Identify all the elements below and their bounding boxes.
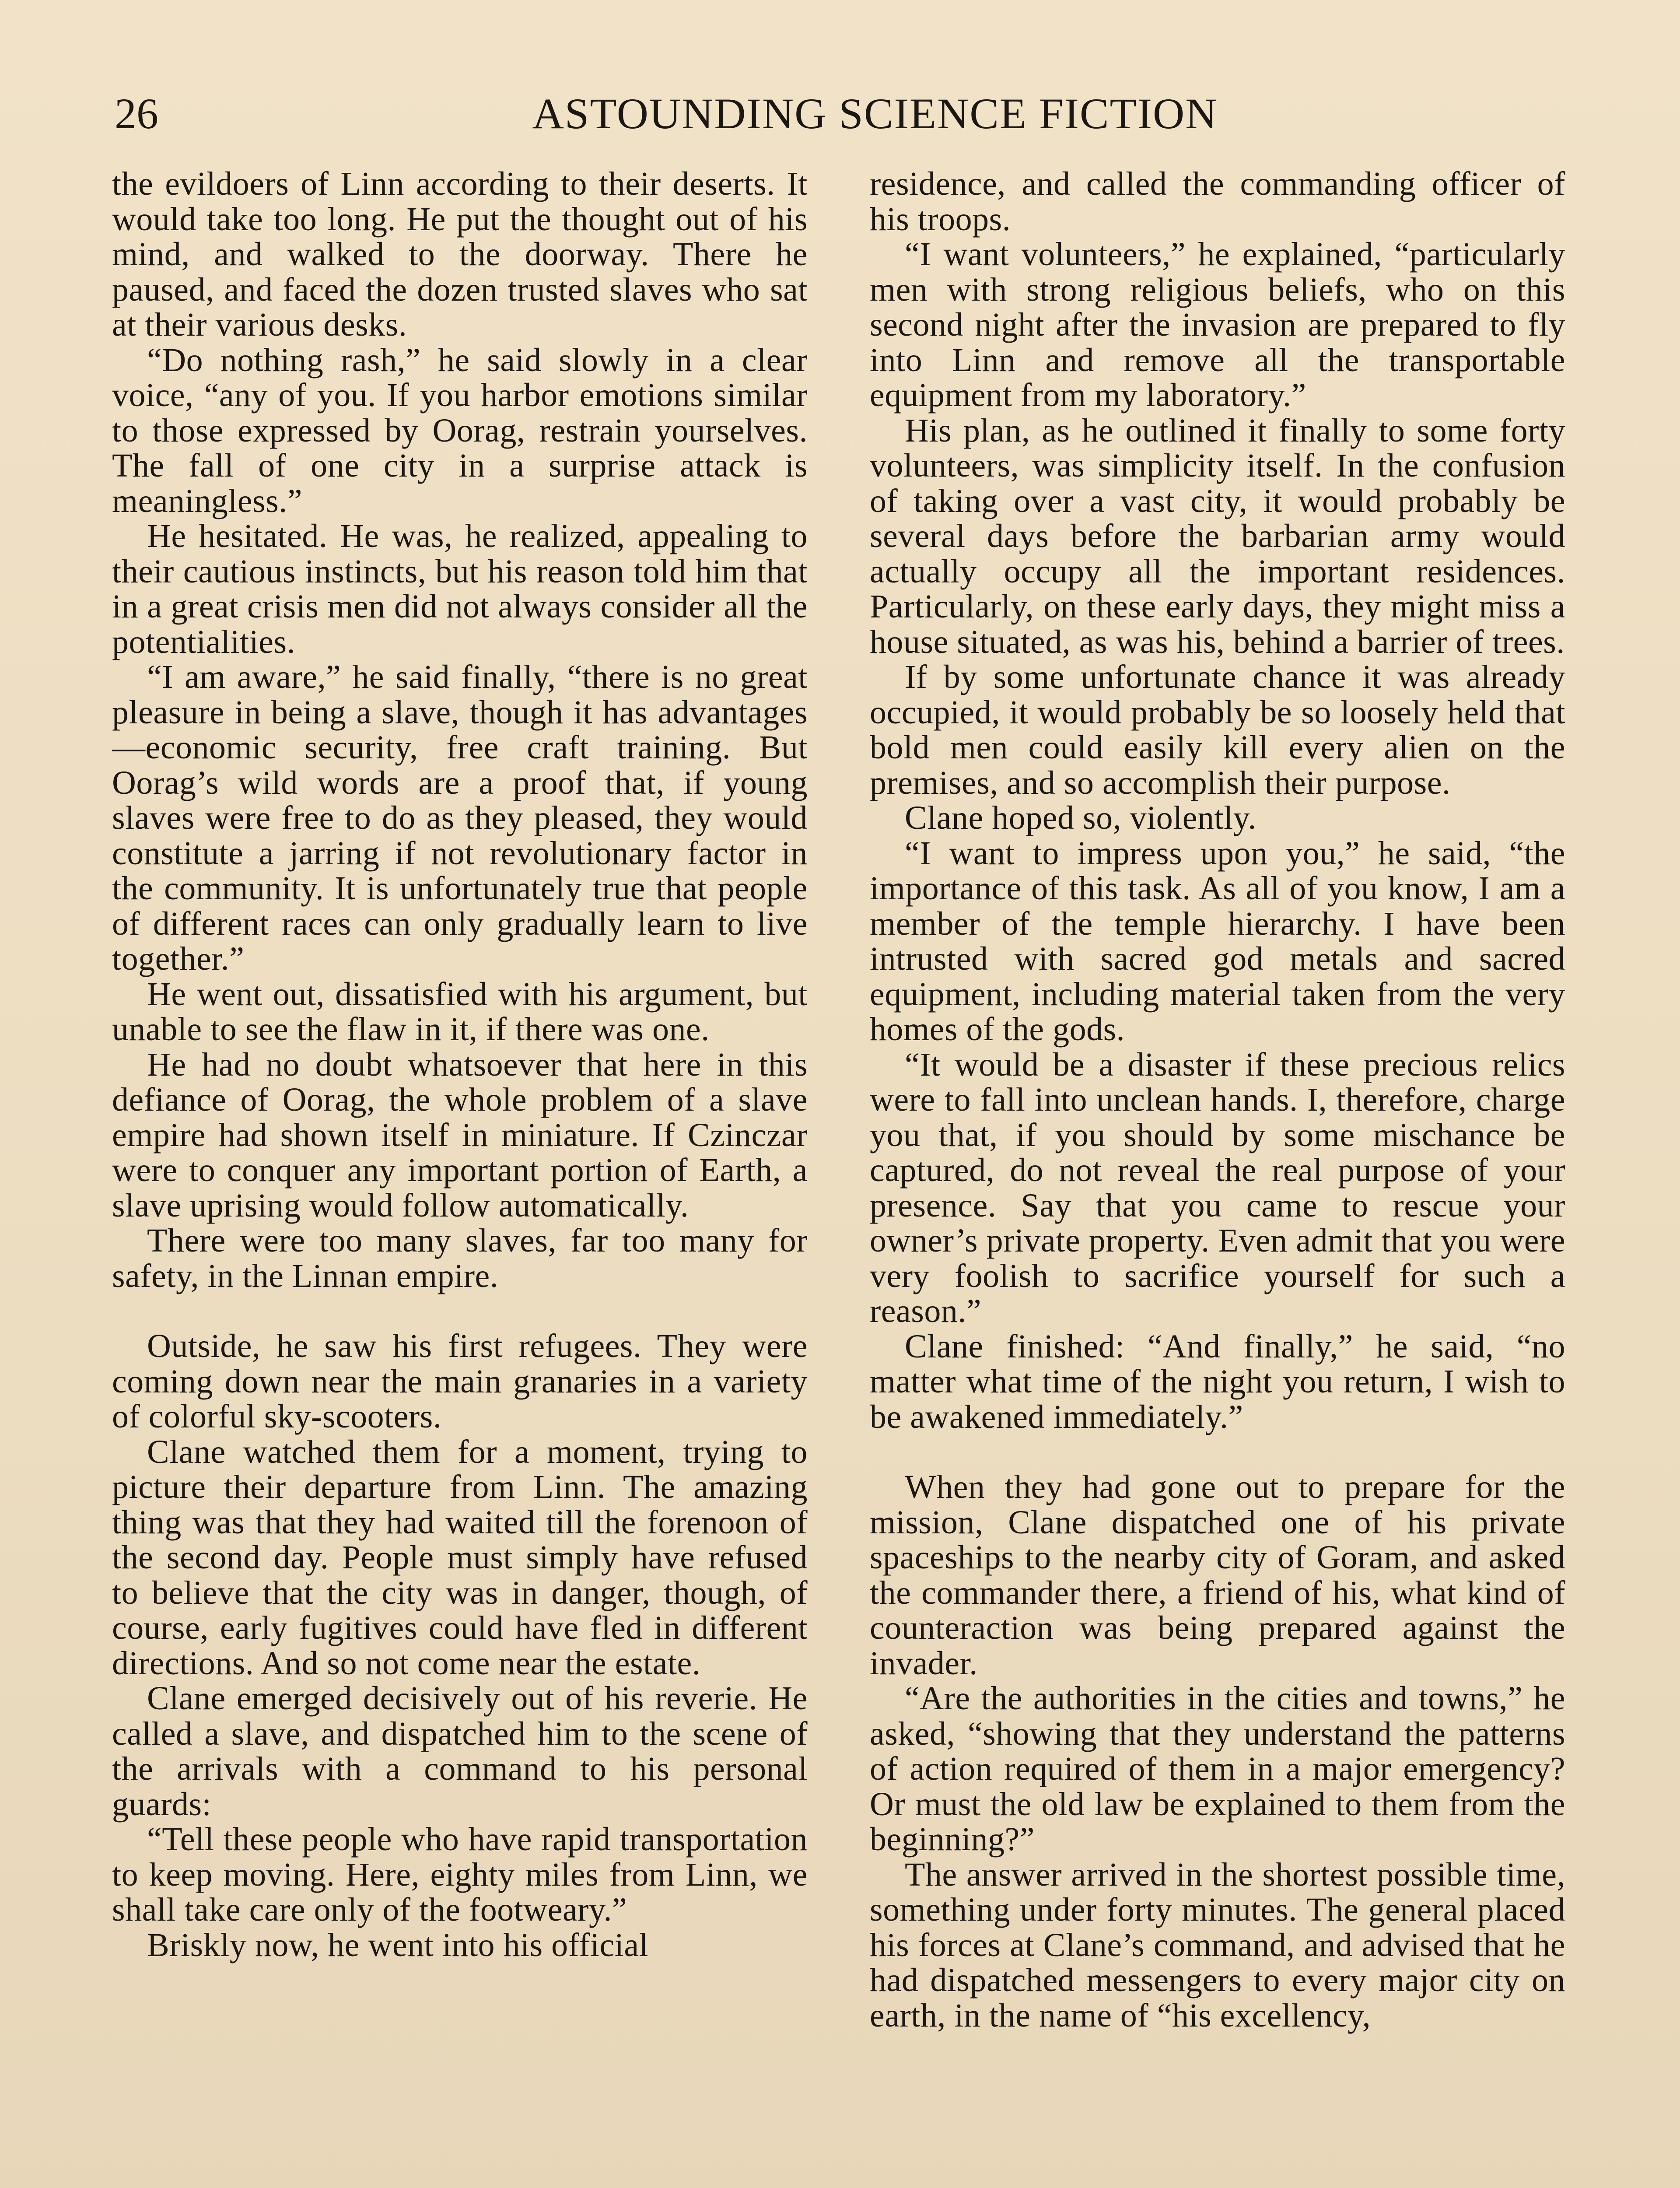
paragraph: When they had gone out to prepare for the mission, Clane dispatched one of his private spaceships to the nearby city of Goram, and asked the commander there, a friend of his, what kind of counteraction was being prepared against the invader.	[870, 1469, 1565, 1682]
running-title: ASTOUNDING SCIENCE FICTION	[532, 89, 1218, 138]
paragraph: Clane hoped so, violently.	[905, 799, 1256, 836]
paragraph: Clane finished: “And finally,” he said, “no matter what time of the night you return, I wish to be awakened immediately.”	[870, 1328, 1565, 1435]
paragraph: “I want to impress upon you,” he said, “the importance of this task. As all of you know, I am a member of the temple hierarchy. I have been intrusted with sacred god metals and sacred equipment, including material taken from the very homes of the gods.	[870, 835, 1565, 1048]
paragraph: “It would be a disaster if these precious relics were to fall into unclean hands. I, therefore, charge you that, if you should by some mischance be captured, do not reveal the real purpose of your presence. Say that you came to rescue your owner’s private property. Even admit that you were very foolish to sacrifice yourself for such a reason.”	[870, 1046, 1565, 1329]
paragraph: “Tell these people who have rapid transportation to keep moving. Here, eighty miles from Linn, we shall take care only of the footweary.”	[112, 1821, 808, 1928]
paragraph: Clane watched them for a moment, trying to picture their departure from Linn. The amazing thing was that they had waited till the forenoon of the second day. People must simply have refused to believe that the city was in danger, though, of course, early fugitives could have fled in different directions. And so not come near the estate.	[112, 1433, 808, 1682]
paragraph: Outside, he saw his first refugees. They were coming down near the main granaries in a variety of colorful sky-scooters.	[112, 1328, 808, 1435]
paragraph: “Are the authorities in the cities and towns,” he asked, “showing that they understand the patterns of action required of them in a major emergency? Or must the old law be explained to them from the beginning?”	[870, 1680, 1565, 1858]
paragraph: If by some unfortunate chance it was already occupied, it would probably be so loosely held that bold men could easily kill every alien on the premises, and so accomplish their purpose.	[870, 659, 1565, 801]
paragraph: Briskly now, he went into his official	[147, 1926, 649, 1964]
page-header	[0, 88, 1680, 140]
paragraph: residence, and called the commanding officer of his troops.	[870, 166, 1565, 238]
right-column	[870, 166, 1565, 2188]
paragraph: His plan, as he outlined it finally to some forty volunteers, was simplicity itself. In the confusion of taking over a vast city, it would probably be several days before the barbarian army would actually occupy all the important residences. Particularly, on these early days, they might miss a house situated, as was his, behind a barrier of trees.	[870, 412, 1565, 660]
paragraph: “I am aware,” he said finally, “there is no great pleasure in being a slave, though it has advantages—economic security, free craft training. But Oorag’s wild words are a proof that, if young slaves were free to do as they pleased, they would constitute a jarring if not revolutionary factor in the community. It is unfortunately true that people of different races can only gradually learn to live together.”	[112, 659, 808, 977]
paragraph: He hesitated. He was, he realized, appealing to their cautious instincts, but his reason told him that in a great crisis men did not always consider all the potentialities.	[112, 518, 808, 660]
paragraph: He went out, dissatisfied with his argument, but unable to see the flaw in it, if there was one.	[112, 975, 808, 1048]
paragraph: There were too many slaves, far too many for safety, in the Linnan empire.	[112, 1222, 808, 1294]
paragraph: He had no doubt whatsoever that here in this defiance of Oorag, the whole problem of a slave empire had shown itself in miniature. If Czinczar were to conquer any important portion of Earth, a slave uprising would follow automatically.	[112, 1046, 808, 1224]
paragraph: “I want volunteers,” he explained, “particularly men with strong religious beliefs, who on this second night after the invasion are prepared to fly into Linn and remove all the transportable equipment from my laboratory.”	[870, 236, 1565, 414]
page-number: 26	[115, 89, 158, 138]
paragraph: “Do nothing rash,” he said slowly in a clear voice, “any of you. If you harbor emotions similar to those expressed by Oorag, restrain yourselves. The fall of one city in a surprise attack is meaningless.”	[112, 341, 808, 519]
paragraph: Clane emerged decisively out of his reverie. He called a slave, and dispatched him to the scene of the arrivals with a command to his personal guards:	[112, 1680, 808, 1823]
paragraph: The answer arrived in the shortest possible time, something under forty minutes. The general placed his forces at Clane’s command, and advised that he had dispatched messengers to every major city on earth, in the name of “his excellency,	[870, 1856, 1565, 2034]
left-column	[112, 166, 808, 2188]
paragraph: the evildoers of Linn according to their deserts. It would take too long. He put the thought out of his mind, and walked to the doorway. There he paused, and faced the dozen trusted slaves who sat at their various desks.	[112, 166, 808, 343]
